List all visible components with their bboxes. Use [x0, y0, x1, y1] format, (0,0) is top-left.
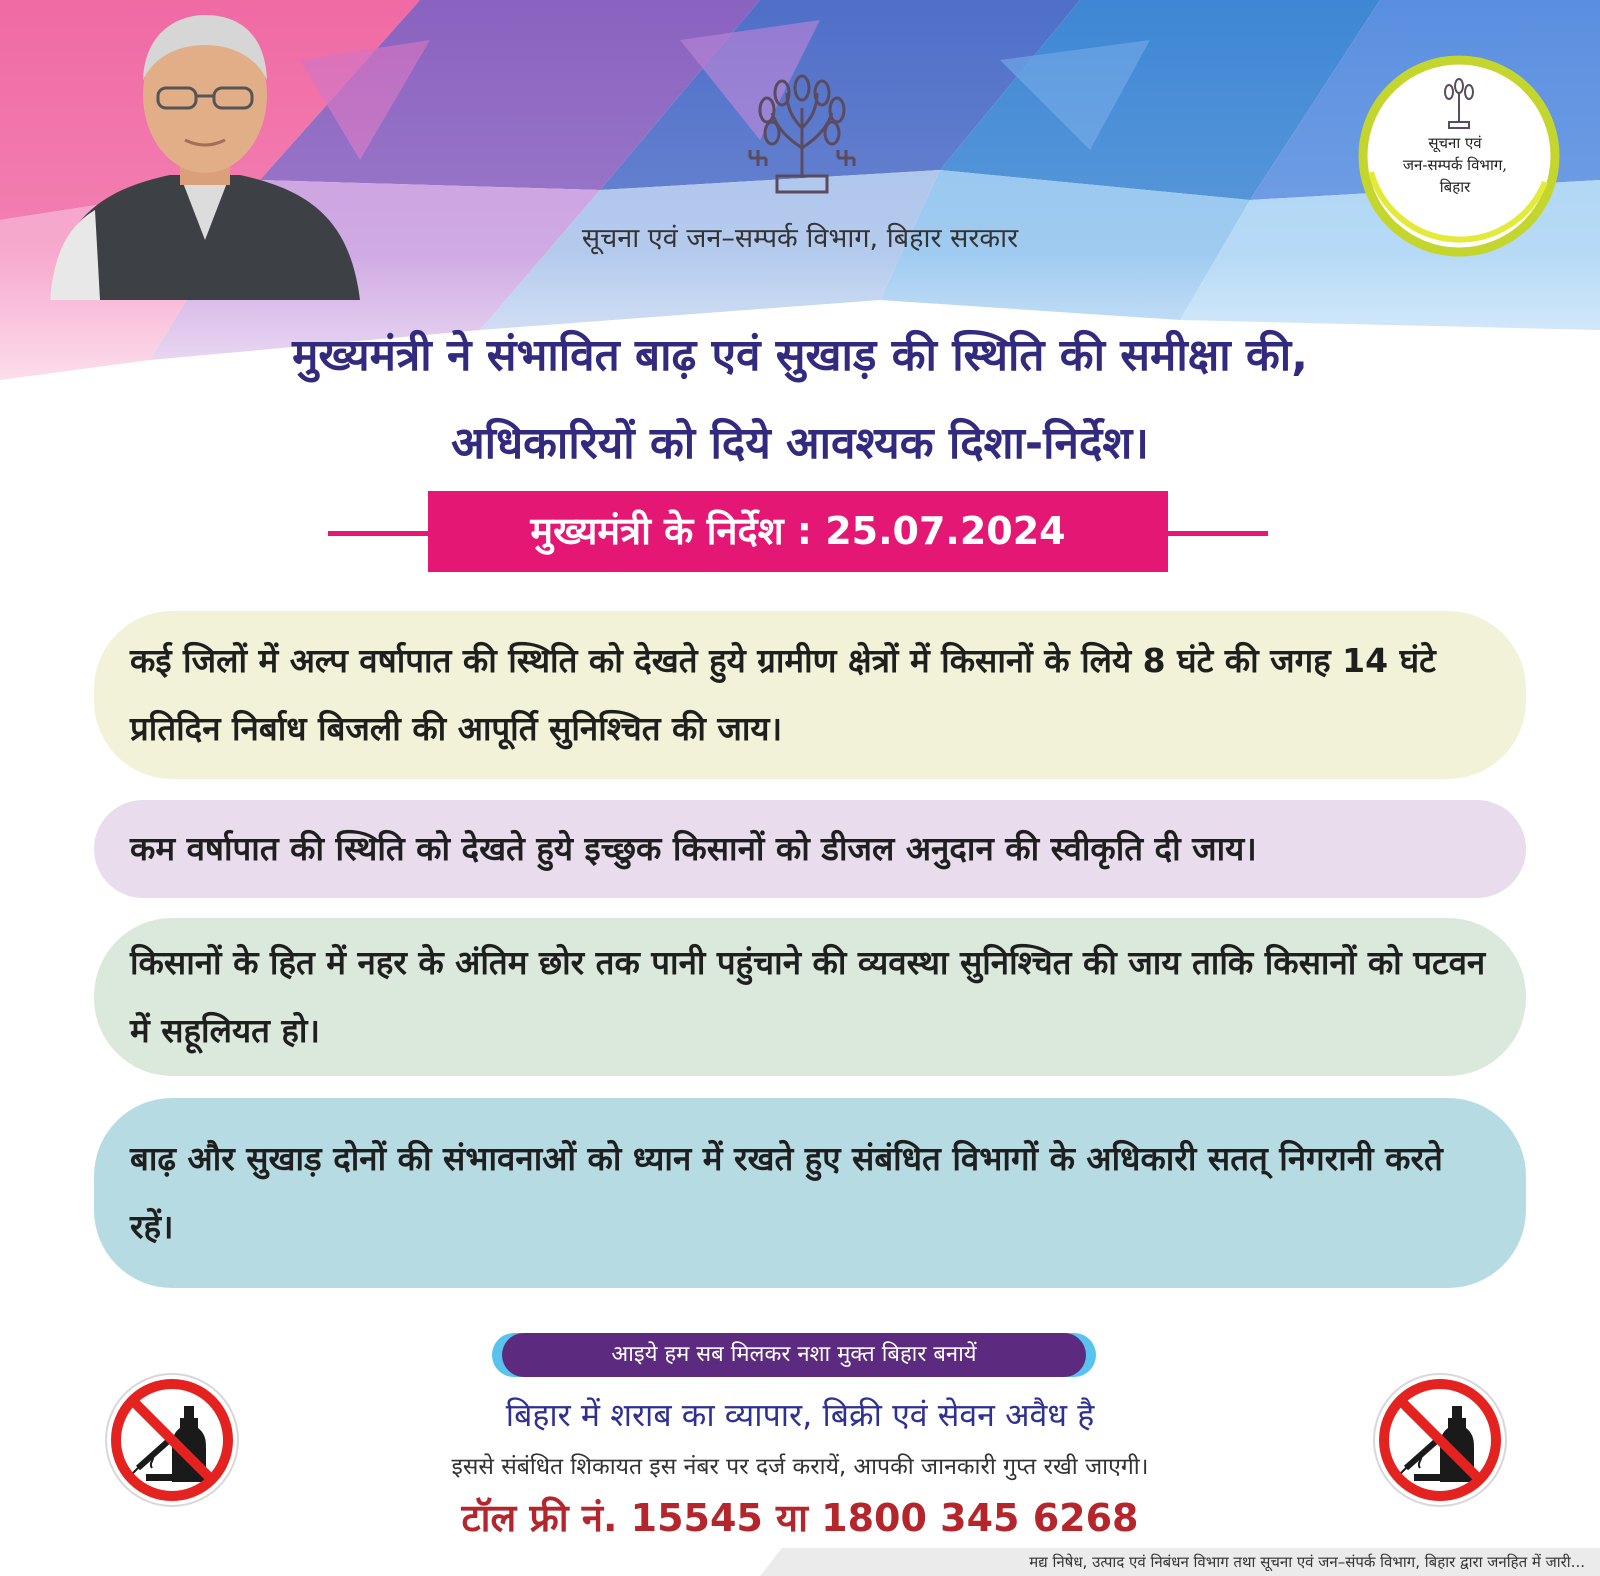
directive-text: बाढ़ और सुखाड़ दोनों की संभावनाओं को ध्यान में रखते हुए संबंधित विभागों के अधिकारी सतत् निगरानी करते रहें। — [130, 1139, 1443, 1246]
slogan: आइये हम सब मिलकर नशा मुक्त बिहार बनायें — [502, 1333, 1086, 1377]
directive-text: कम वर्षापात की स्थिति को देखते हुये इच्छुक किसानों को डीजल अनुदान की स्वीकृति दी जाय। — [130, 829, 1257, 868]
no-alcohol-no-drugs-no-smoking-icon — [104, 1372, 240, 1508]
date-banner: मुख्यमंत्री के निर्देश : 25.07.2024 — [428, 491, 1168, 572]
illegal-notice: बिहार में शराब का व्यापार, बिक्री एवं सेवन अवैध है — [505, 1396, 1095, 1434]
headline — [60, 312, 1540, 488]
toll-free-number: टॉल फ्री नं. 15545 या 1800 345 6268 — [461, 1496, 1139, 1540]
department-header: सूचना एवं जन–सम्पर्क विभाग, बिहार सरकार — [581, 223, 1019, 254]
directive-text: कई जिलों में अल्प वर्षापात की स्थिति को देखते हुये ग्रामीण क्षेत्रों में किसानों के लिये 8 घंटे की जगह 14 घंटे प्रतिदिन निर्बाध बिजली की आपूर्ति सुनिश्चित की जाय। — [130, 641, 1436, 748]
directive-item — [94, 918, 1526, 1076]
headline-line-2: अधिकारियों को दिये आवश्यक दिशा-निर्देश। — [451, 418, 1149, 469]
complaint-notice: इससे संबंधित शिकायत इस नंबर पर दर्ज करायें, आपकी जानकारी गुप्त रखी जाएगी। — [451, 1454, 1149, 1480]
directive-item — [94, 611, 1526, 779]
logo-text-line: जन-सम्पर्क विभाग, — [1402, 156, 1508, 174]
no-alcohol-no-drugs-no-smoking-icon — [1372, 1372, 1508, 1508]
banner-line-left — [328, 531, 428, 536]
headline-line-1: मुख्यमंत्री ने संभावित बाढ़ एवं सुखाड़ की स्थिति की समीक्षा की, — [292, 330, 1308, 381]
logo-text-line: सूचना एवं — [1428, 134, 1482, 152]
directive-text: किसानों के हित में नहर के अंतिम छोर तक पानी पहुंचाने की व्यवस्था सुनिश्चित की जाय ताकि किसानों को पटवन में सहूलियत हो। — [130, 943, 1486, 1050]
directive-item — [94, 1098, 1526, 1288]
department-logo-text — [1380, 132, 1530, 198]
banner-line-right — [1168, 531, 1268, 536]
chief-minister-portrait — [40, 0, 370, 300]
logo-text-line: बिहार — [1439, 178, 1471, 196]
bodhi-tree-emblem-icon — [742, 68, 862, 203]
issued-by-note: मद्य निषेध, उत्पाद एवं निबंधन विभाग तथा सूचना एवं जन–संपर्क विभाग, बिहार द्वारा जनहित में जारी... — [1029, 1553, 1585, 1571]
directive-item — [94, 800, 1526, 898]
